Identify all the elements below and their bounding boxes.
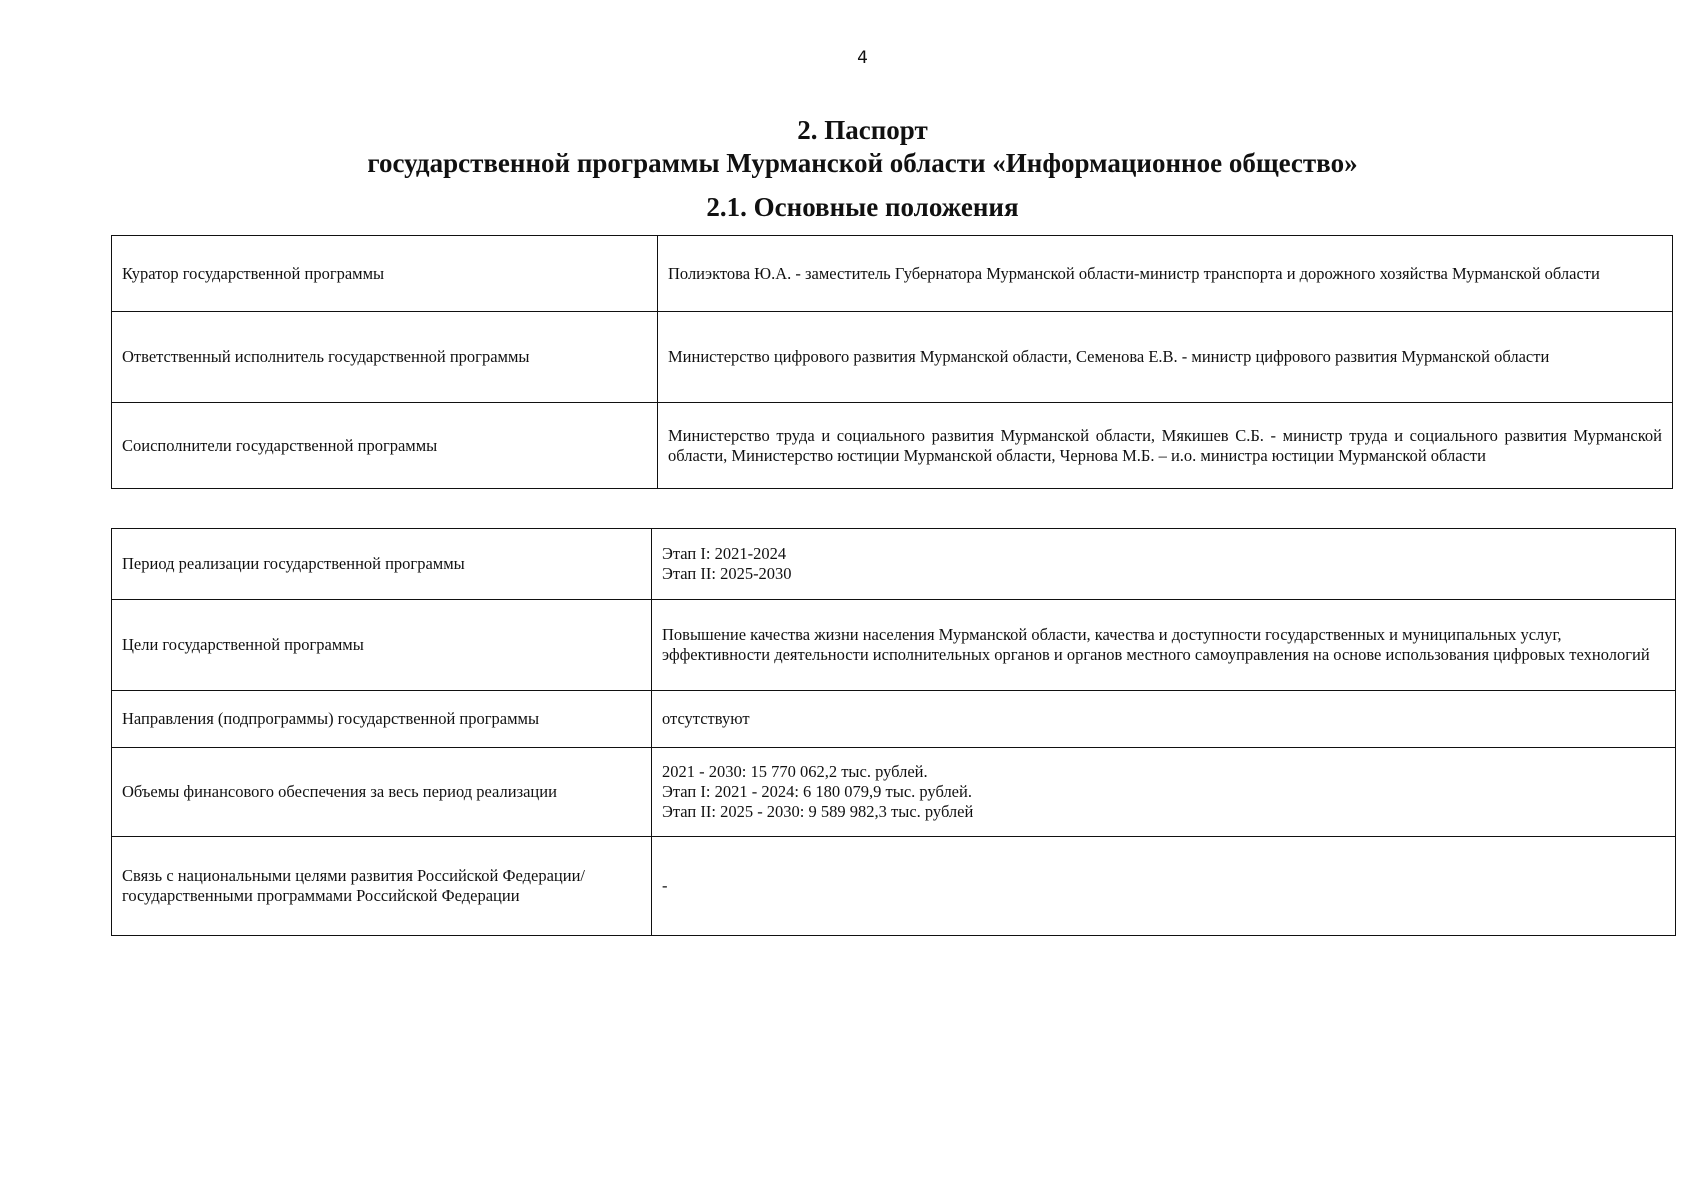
page-title (0, 114, 1704, 180)
period-stage-1: Этап I: 2021-2024 (662, 544, 787, 563)
title-line-2: государственной программы Мурманской области «Информационное общество» (367, 148, 1358, 178)
row-label-curator: Куратор государственной программы (112, 236, 658, 312)
row-label-period: Период реализации государственной программы (112, 529, 652, 600)
national-goals-label-line-2: государственными программами Российской Федерации (122, 886, 520, 905)
row-value-national-goals: - (652, 837, 1676, 936)
row-label-co-executors: Соисполнители государственной программы (112, 403, 658, 489)
funding-stage-2: Этап II: 2025 - 2030: 9 589 982,3 тыс. рублей (662, 802, 974, 821)
row-value-goals: Повышение качества жизни населения Мурманской области, качества и доступности государственных и муниципальных услуг, эффективности деятельности исполнительных органов и органов местного самоуправления на основе использования цифровых технологий (652, 600, 1676, 691)
passport-table-program-details (111, 528, 1676, 936)
row-value-funding (652, 748, 1676, 837)
page-number: 4 (857, 48, 868, 68)
passport-table-main-provisions (111, 235, 1673, 489)
row-value-responsible-executor: Министерство цифрового развития Мурманской области, Семенова Е.В. - министр цифрового развития Мурманской области (658, 312, 1673, 403)
table-row (112, 600, 1676, 691)
table-row (112, 837, 1676, 936)
section-subtitle: 2.1. Основные положения (706, 192, 1019, 222)
table-row (112, 312, 1673, 403)
row-label-directions: Направления (подпрограммы) государственной программы (112, 691, 652, 748)
row-value-directions: отсутствуют (652, 691, 1676, 748)
table-row (112, 529, 1676, 600)
funding-total: 2021 - 2030: 15 770 062,2 тыс. рублей. (662, 762, 928, 781)
table-row (112, 236, 1673, 312)
national-goals-label-line-1: Связь с национальными целями развития Российской Федерации/ (122, 866, 586, 885)
title-line-1: 2. Паспорт (797, 115, 928, 145)
table-row (112, 748, 1676, 837)
row-label-responsible-executor: Ответственный исполнитель государственной программы (112, 312, 658, 403)
period-stage-2: Этап II: 2025-2030 (662, 564, 792, 583)
row-value-co-executors: Министерство труда и социального развития Мурманской области, Мякишев С.Б. - министр труда и социального развития Мурманской области, Министерство юстиции Мурманской области, Чернова М.Б. – и.о. министра юстиции Мурманской области (658, 403, 1673, 489)
row-value-curator: Полиэктова Ю.А. - заместитель Губернатора Мурманской области-министр транспорта и дорожного хозяйства Мурманской области (658, 236, 1673, 312)
row-value-period (652, 529, 1676, 600)
funding-stage-1: Этап I: 2021 - 2024: 6 180 079,9 тыс. рублей. (662, 782, 972, 801)
table-row (112, 691, 1676, 748)
row-label-funding: Объемы финансового обеспечения за весь период реализации (112, 748, 652, 837)
table-row (112, 403, 1673, 489)
row-label-goals: Цели государственной программы (112, 600, 652, 691)
row-label-national-goals (112, 837, 652, 936)
